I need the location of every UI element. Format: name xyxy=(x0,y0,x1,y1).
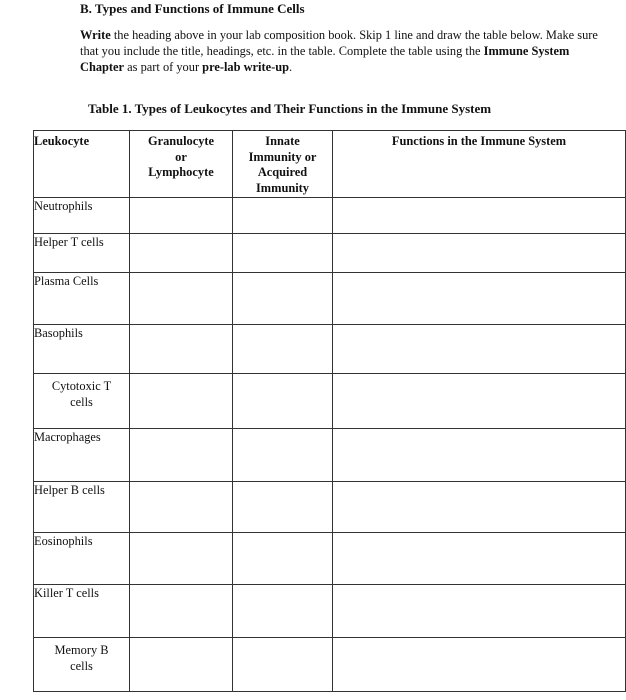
leukocyte-name xyxy=(34,374,130,429)
table-row xyxy=(34,374,626,429)
function-cell[interactable] xyxy=(333,273,626,325)
section-heading: B. Types and Functions of Immune Cells xyxy=(80,1,305,16)
table-row xyxy=(34,325,626,374)
leukocyte-name: Helper B cells xyxy=(34,482,130,533)
function-cell[interactable] xyxy=(333,482,626,533)
granulocyte-cell[interactable] xyxy=(130,234,233,273)
header-innate-or-acquired xyxy=(233,131,333,198)
immunity-cell[interactable] xyxy=(233,374,333,429)
immunity-cell[interactable] xyxy=(233,585,333,638)
granulocyte-cell[interactable] xyxy=(130,638,233,692)
table-row xyxy=(34,273,626,325)
immunity-cell[interactable] xyxy=(233,429,333,482)
immunity-cell[interactable] xyxy=(233,482,333,533)
immunity-cell[interactable] xyxy=(233,198,333,234)
granulocyte-cell[interactable] xyxy=(130,273,233,325)
instruction-prelab: pre-lab write-up xyxy=(202,60,290,74)
instruction-period: . xyxy=(289,60,293,74)
function-cell[interactable] xyxy=(333,325,626,374)
granulocyte-cell[interactable] xyxy=(130,325,233,374)
function-cell[interactable] xyxy=(333,374,626,429)
function-cell[interactable] xyxy=(333,234,626,273)
table-header-row xyxy=(34,131,626,198)
granulocyte-cell[interactable] xyxy=(130,198,233,234)
immunity-cell[interactable] xyxy=(233,533,333,585)
leukocyte-name: Basophils xyxy=(34,325,130,374)
table-row xyxy=(34,585,626,638)
instruction-text-2: as part of your xyxy=(124,60,203,74)
header-leukocyte: Leukocyte xyxy=(34,131,130,198)
function-cell[interactable] xyxy=(333,585,626,638)
header-granulocyte-or-lymphocyte xyxy=(130,131,233,198)
granulocyte-cell[interactable] xyxy=(130,585,233,638)
table-row xyxy=(34,234,626,273)
header-functions: Functions in the Immune System xyxy=(333,131,626,198)
leukocyte-name: Eosinophils xyxy=(34,533,130,585)
table-row xyxy=(34,533,626,585)
table-row xyxy=(34,638,626,692)
leukocyte-name: Helper T cells xyxy=(34,234,130,273)
immunity-cell[interactable] xyxy=(233,638,333,692)
instructions-paragraph xyxy=(80,27,610,75)
header-granulocyte-text: Granulocyte or Lymphocyte xyxy=(147,134,215,179)
granulocyte-cell[interactable] xyxy=(130,429,233,482)
function-cell[interactable] xyxy=(333,533,626,585)
leukocyte-name: Macrophages xyxy=(34,429,130,482)
granulocyte-cell[interactable] xyxy=(130,482,233,533)
leukocyte-name-text: Cytotoxic T cells xyxy=(51,379,112,409)
function-cell[interactable] xyxy=(333,638,626,692)
leukocyte-name: Neutrophils xyxy=(34,198,130,234)
immunity-cell[interactable] xyxy=(233,273,333,325)
table-row xyxy=(34,198,626,234)
instruction-text-1: the heading above in your lab composition book. Skip 1 line and draw the table below. Make sure that you include the title, headings, etc. in the table. Complete the table using the xyxy=(80,28,598,58)
table-row xyxy=(34,429,626,482)
instruction-chapter: Immune System Chapter xyxy=(80,44,570,74)
immunity-cell[interactable] xyxy=(233,325,333,374)
leukocyte-name xyxy=(34,638,130,692)
leukocyte-name: Plasma Cells xyxy=(34,273,130,325)
function-cell[interactable] xyxy=(333,429,626,482)
leukocyte-name-text: Memory B cells xyxy=(54,643,109,673)
instruction-write-word: Write xyxy=(80,28,111,42)
table-row xyxy=(34,482,626,533)
header-innate-text: Innate Immunity or Acquired Immunity xyxy=(248,134,317,195)
leukocyte-table xyxy=(33,130,626,692)
granulocyte-cell[interactable] xyxy=(130,533,233,585)
immunity-cell[interactable] xyxy=(233,234,333,273)
function-cell[interactable] xyxy=(333,198,626,234)
granulocyte-cell[interactable] xyxy=(130,374,233,429)
leukocyte-name: Killer T cells xyxy=(34,585,130,638)
table-title: Table 1. Types of Leukocytes and Their Functions in the Immune System xyxy=(88,101,492,116)
